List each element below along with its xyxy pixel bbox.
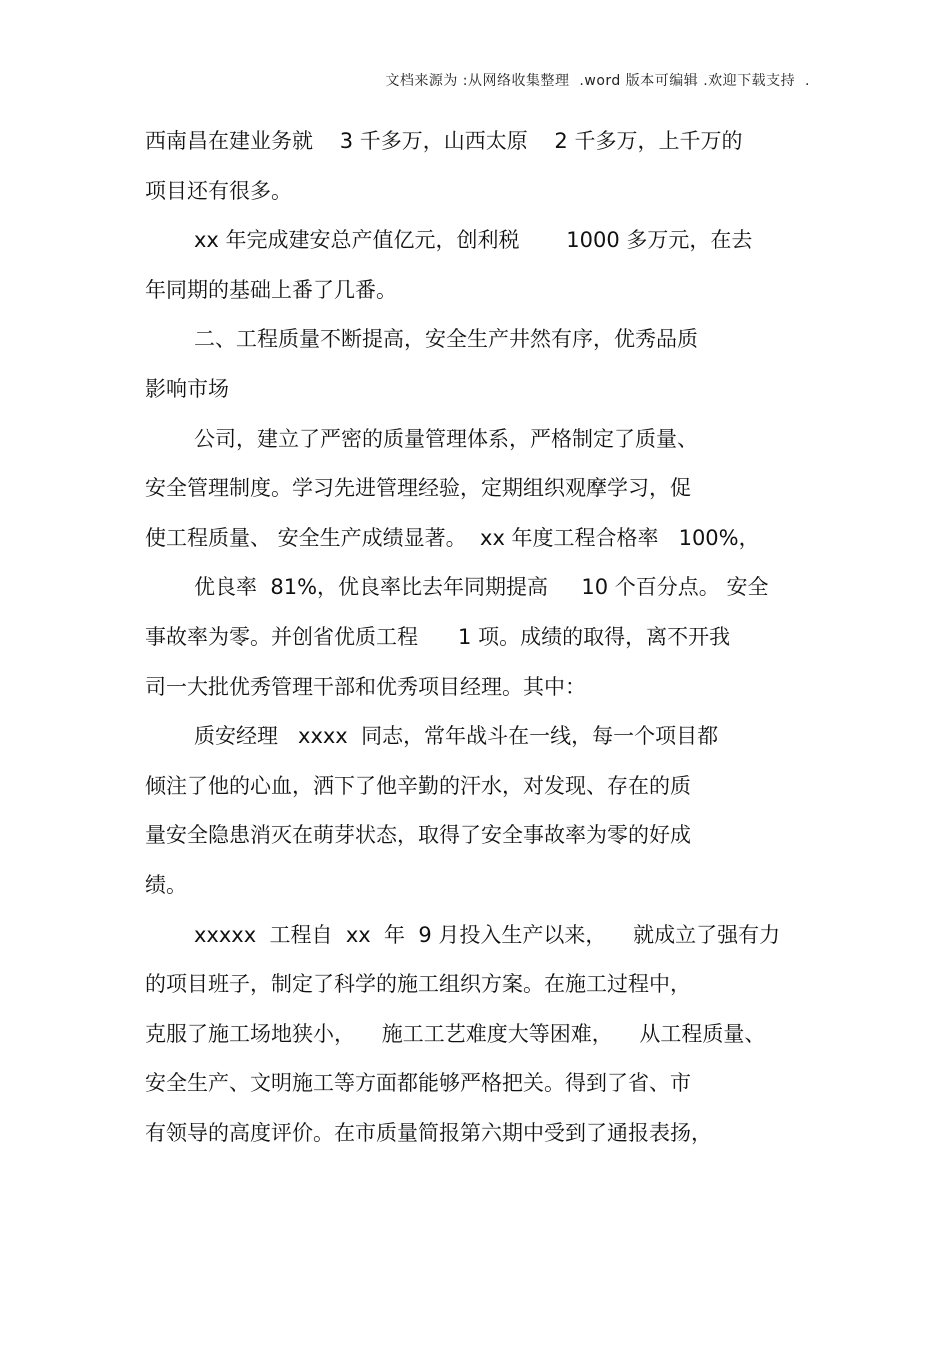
text-line: 公司，建立了严密的质量管理体系，严格制定了质量、	[194, 426, 698, 451]
section-heading-continued: 影响市场	[145, 376, 229, 401]
text-line: 克服了施工场地狭小， 施工工艺难度大等困难， 从工程质量、	[145, 1021, 766, 1046]
text-line: 质安经理 xxxx 同志，常年战斗在一线，每一个项目都	[194, 724, 719, 749]
document-source-header: 文档来源为 :从网络收集整理 .word 版本可编辑 .欢迎下载支持 .	[385, 73, 810, 89]
text-line: 使工程质量、 安全生产成绩显著。 xx 年度工程合格率 100%，	[145, 525, 760, 550]
text-line: 的项目班子，制定了科学的施工组织方案。在施工过程中，	[145, 972, 691, 997]
text-line: 司一大批优秀管理干部和优秀项目经理。其中：	[145, 674, 586, 699]
text-line: 西南昌在建业务就 3 千多万，山西太原 2 千多万，上千万的	[145, 129, 743, 153]
text-line: 有领导的高度评价。在市质量简报第六期中受到了通报表扬，	[145, 1120, 712, 1145]
text-line: 安全生产、文明施工等方面都能够严格把关。得到了省、市	[145, 1071, 691, 1096]
text-line: 项目还有很多。	[145, 178, 292, 203]
text-line: 安全管理制度。学习先进管理经验，定期组织观摩学习，促	[145, 476, 691, 501]
section-heading: 二、工程质量不断提高，安全生产井然有序，优秀品质	[194, 327, 698, 352]
text-line: 倾注了他的心血，洒下了他辛勤的汗水，对发现、存在的质	[145, 773, 691, 798]
text-line: 绩。	[145, 872, 187, 897]
text-line: xxxxx 工程自 xx 年 9 月投入生产以来， 就成立了强有力	[194, 922, 781, 947]
text-line: 量安全隐患消灭在萌芽状态，取得了安全事故率为零的好成	[145, 823, 691, 848]
text-line: xx 年完成建安总产值亿元，创利税 1000 多万元，在去	[194, 228, 753, 253]
document-body	[145, 124, 825, 1165]
text-line: 年同期的基础上番了几番。	[145, 277, 397, 302]
text-line: 事故率为零。并创省优质工程 1 项。成绩的取得，离不开我	[145, 624, 731, 649]
text-line: 优良率 81%，优良率比去年同期提高 10 个百分点。 安全	[194, 575, 769, 600]
